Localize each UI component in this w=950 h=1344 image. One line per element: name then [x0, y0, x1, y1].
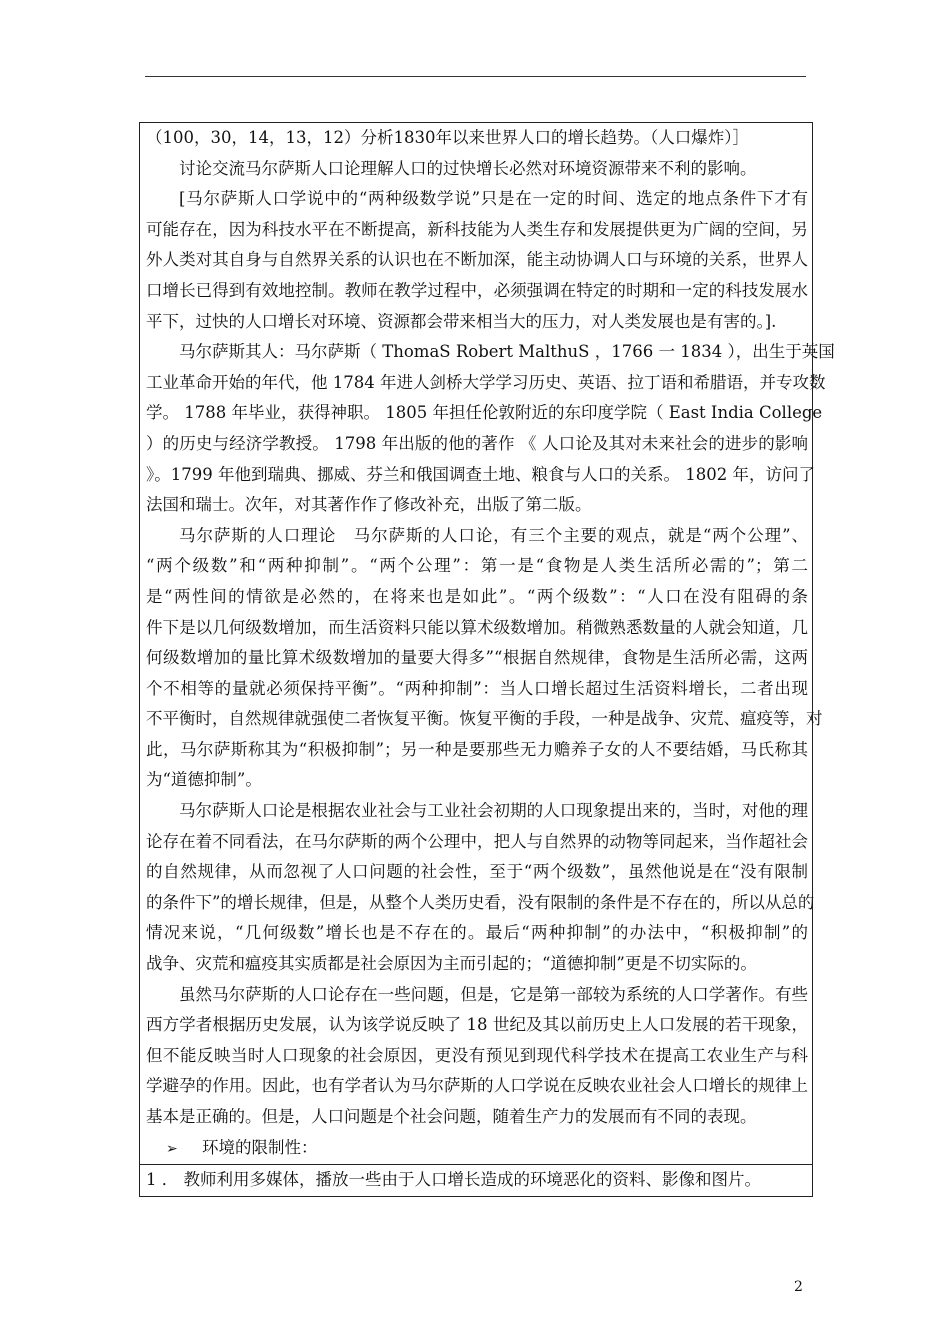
paragraph-line: 为“道德抑制”。: [146, 770, 262, 790]
paragraph-line: 不平衡时，自然规律就强使二者恢复平衡。恢复平衡的手段，一种是战争、灾荒、瘟疫等，对: [146, 709, 823, 729]
paragraph-line: 基本是正确的。但是，人口问题是个社会问题，随着生产力的发展而有不同的表现。: [146, 1107, 757, 1126]
bullet-text: 环境的限制性：: [202, 1137, 318, 1157]
paragraph-line: 法国和瑞士。次年，对其著作作了修改补充，出版了第二版。: [146, 495, 592, 515]
paragraph-line: 平下，过快的人口增长对环境、资源都会带来相当大的压力，对人类发展也是有害的。].: [146, 311, 777, 331]
bullet-item: [146, 1133, 808, 1164]
paragraph-line: 战争、灾荒和瘟疫其实质都是社会原因为主而引起的；“道德抑制”更是不切实际的。: [146, 954, 757, 974]
paragraph-line: 工业革命开始的年代，他 1784 年进人剑桥大学学习历史、英语、拉丁语和希腊语，并专攻数: [146, 372, 826, 392]
paragraph-line: 口增长已得到有效地控制。教师在教学过程中，必须强调在特定的时期和一定的科技发展水: [146, 280, 808, 300]
paragraph-line: 马尔萨斯其人：马尔萨斯（ ThomaS Robert MalthuS ，1766 一 1834 ），出生于英国: [179, 342, 835, 362]
paragraph-line: 学。 1788 年毕业，获得神职。 1805 年担任伦敦附近的东印度学院（ East India College: [146, 403, 823, 423]
document-body: [146, 123, 835, 1196]
paragraph-line: 论存在着不同看法，在马尔萨斯的两个公理中，把人与自然界的动物等同起来，当作超社会: [146, 831, 808, 851]
numbered-item-1: 1 ． 教师利用多媒体，播放一些由于人口增长造成的环境恶化的资料、影像和图片。: [146, 1170, 761, 1190]
paragraph-line: [马尔萨斯人口学说中的“两种级数学说”只是在一定的时间、选定的地点条件下才有: [179, 189, 808, 209]
paragraph-line: 马尔萨斯的人口理论 马尔萨斯的人口论，有三个主要的观点，就是“两个公理”、: [179, 525, 808, 545]
paragraph-line: 的自然规律，从而忽视了人口问题的社会性，至于“两个级数”，虽然他说是在“没有限制: [146, 862, 808, 882]
table-row-divider: [139, 1164, 813, 1165]
paragraph-line: 》。1799 年他到瑞典、挪威、芬兰和俄国调查土地、粮食与人口的关系。 1802 年，访问了: [146, 464, 815, 484]
paragraph-line: 可能存在，因为科技水平在不断提高，新科技能为人类生存和发展提供更为广阔的空间，另: [146, 219, 808, 239]
paragraph-line: ）的历史与经济学教授。 1798 年出版的他的著作 《 人口论及其对未来社会的进步的影响: [146, 433, 808, 453]
paragraph-line: 但不能反映当时人口现象的社会原因，更没有预见到现代科学技术在提高工农业生产与科: [146, 1045, 808, 1065]
paragraph-line: 外人类对其自身与自然界关系的认识也在不断加深，能主动协调人口与环境的关系，世界人: [146, 250, 808, 270]
paragraph-line: 马尔萨斯人口论是根据农业社会与工业社会初期的人口现象提出来的，当时，对他的理: [179, 801, 808, 821]
paragraph-line: 件下是以几何级数增加，而生活资料只能以算术级数增加。稍微熟悉数量的人就会知道，几: [146, 617, 808, 637]
arrow-bullet-icon: ➢: [166, 1140, 178, 1157]
paragraph-line: 学避孕的作用。因此，也有学者认为马尔萨斯的人口学说在反映农业社会人口增长的规律上: [146, 1076, 808, 1096]
paragraph-line: （100，30，14，13，12）分析1830年以来世界人口的增长趋势。（人口爆炸）］: [146, 128, 749, 147]
header-rule: [145, 76, 806, 77]
paragraph-line: 虽然马尔萨斯的人口论存在一些问题，但是，它是第一部较为系统的人口学著作。有些: [179, 984, 808, 1004]
paragraph-line: 西方学者根据历史发展，认为该学说反映了 18 世纪及其以前历史上人口发展的若干现象，: [146, 1015, 808, 1035]
paragraph-line: 讨论交流马尔萨斯人口论理解人口的过快增长必然对环境资源带来不利的影响。: [179, 158, 757, 178]
paragraph-line: 的条件下”的增长规律，但是，从整个人类历史看，没有限制的条件是不存在的，所以从总的: [146, 892, 815, 912]
paragraph-line: “两个级数”和“两种抑制”。“两个公理”：第一是“食物是人类生活所必需的”；第二: [146, 556, 808, 576]
paragraph-line: 是“两性间的情欲是必然的，在将来也是如此”。“两个级数”：“人口在没有阻碍的条: [146, 586, 808, 606]
page-number: 2: [794, 1279, 803, 1295]
paragraph-line: 个不相等的量就必须保持平衡”。“两种抑制”：当人口增长超过生活资料增长，二者出现: [146, 678, 808, 698]
paragraph-line: 何级数增加的量比算术级数增加的量要大得多”“根据自然规律，食物是生活所必需，这两: [146, 648, 808, 668]
paragraph-line: 此，马尔萨斯称其为“积极抑制”；另一种是要那些无力赡养子女的人不要结婚，马氏称其: [146, 739, 808, 759]
paragraph-line: 情况来说，“几何级数”增长也是不存在的。最后“两种抑制”的办法中，“积极抑制”的: [146, 923, 808, 943]
